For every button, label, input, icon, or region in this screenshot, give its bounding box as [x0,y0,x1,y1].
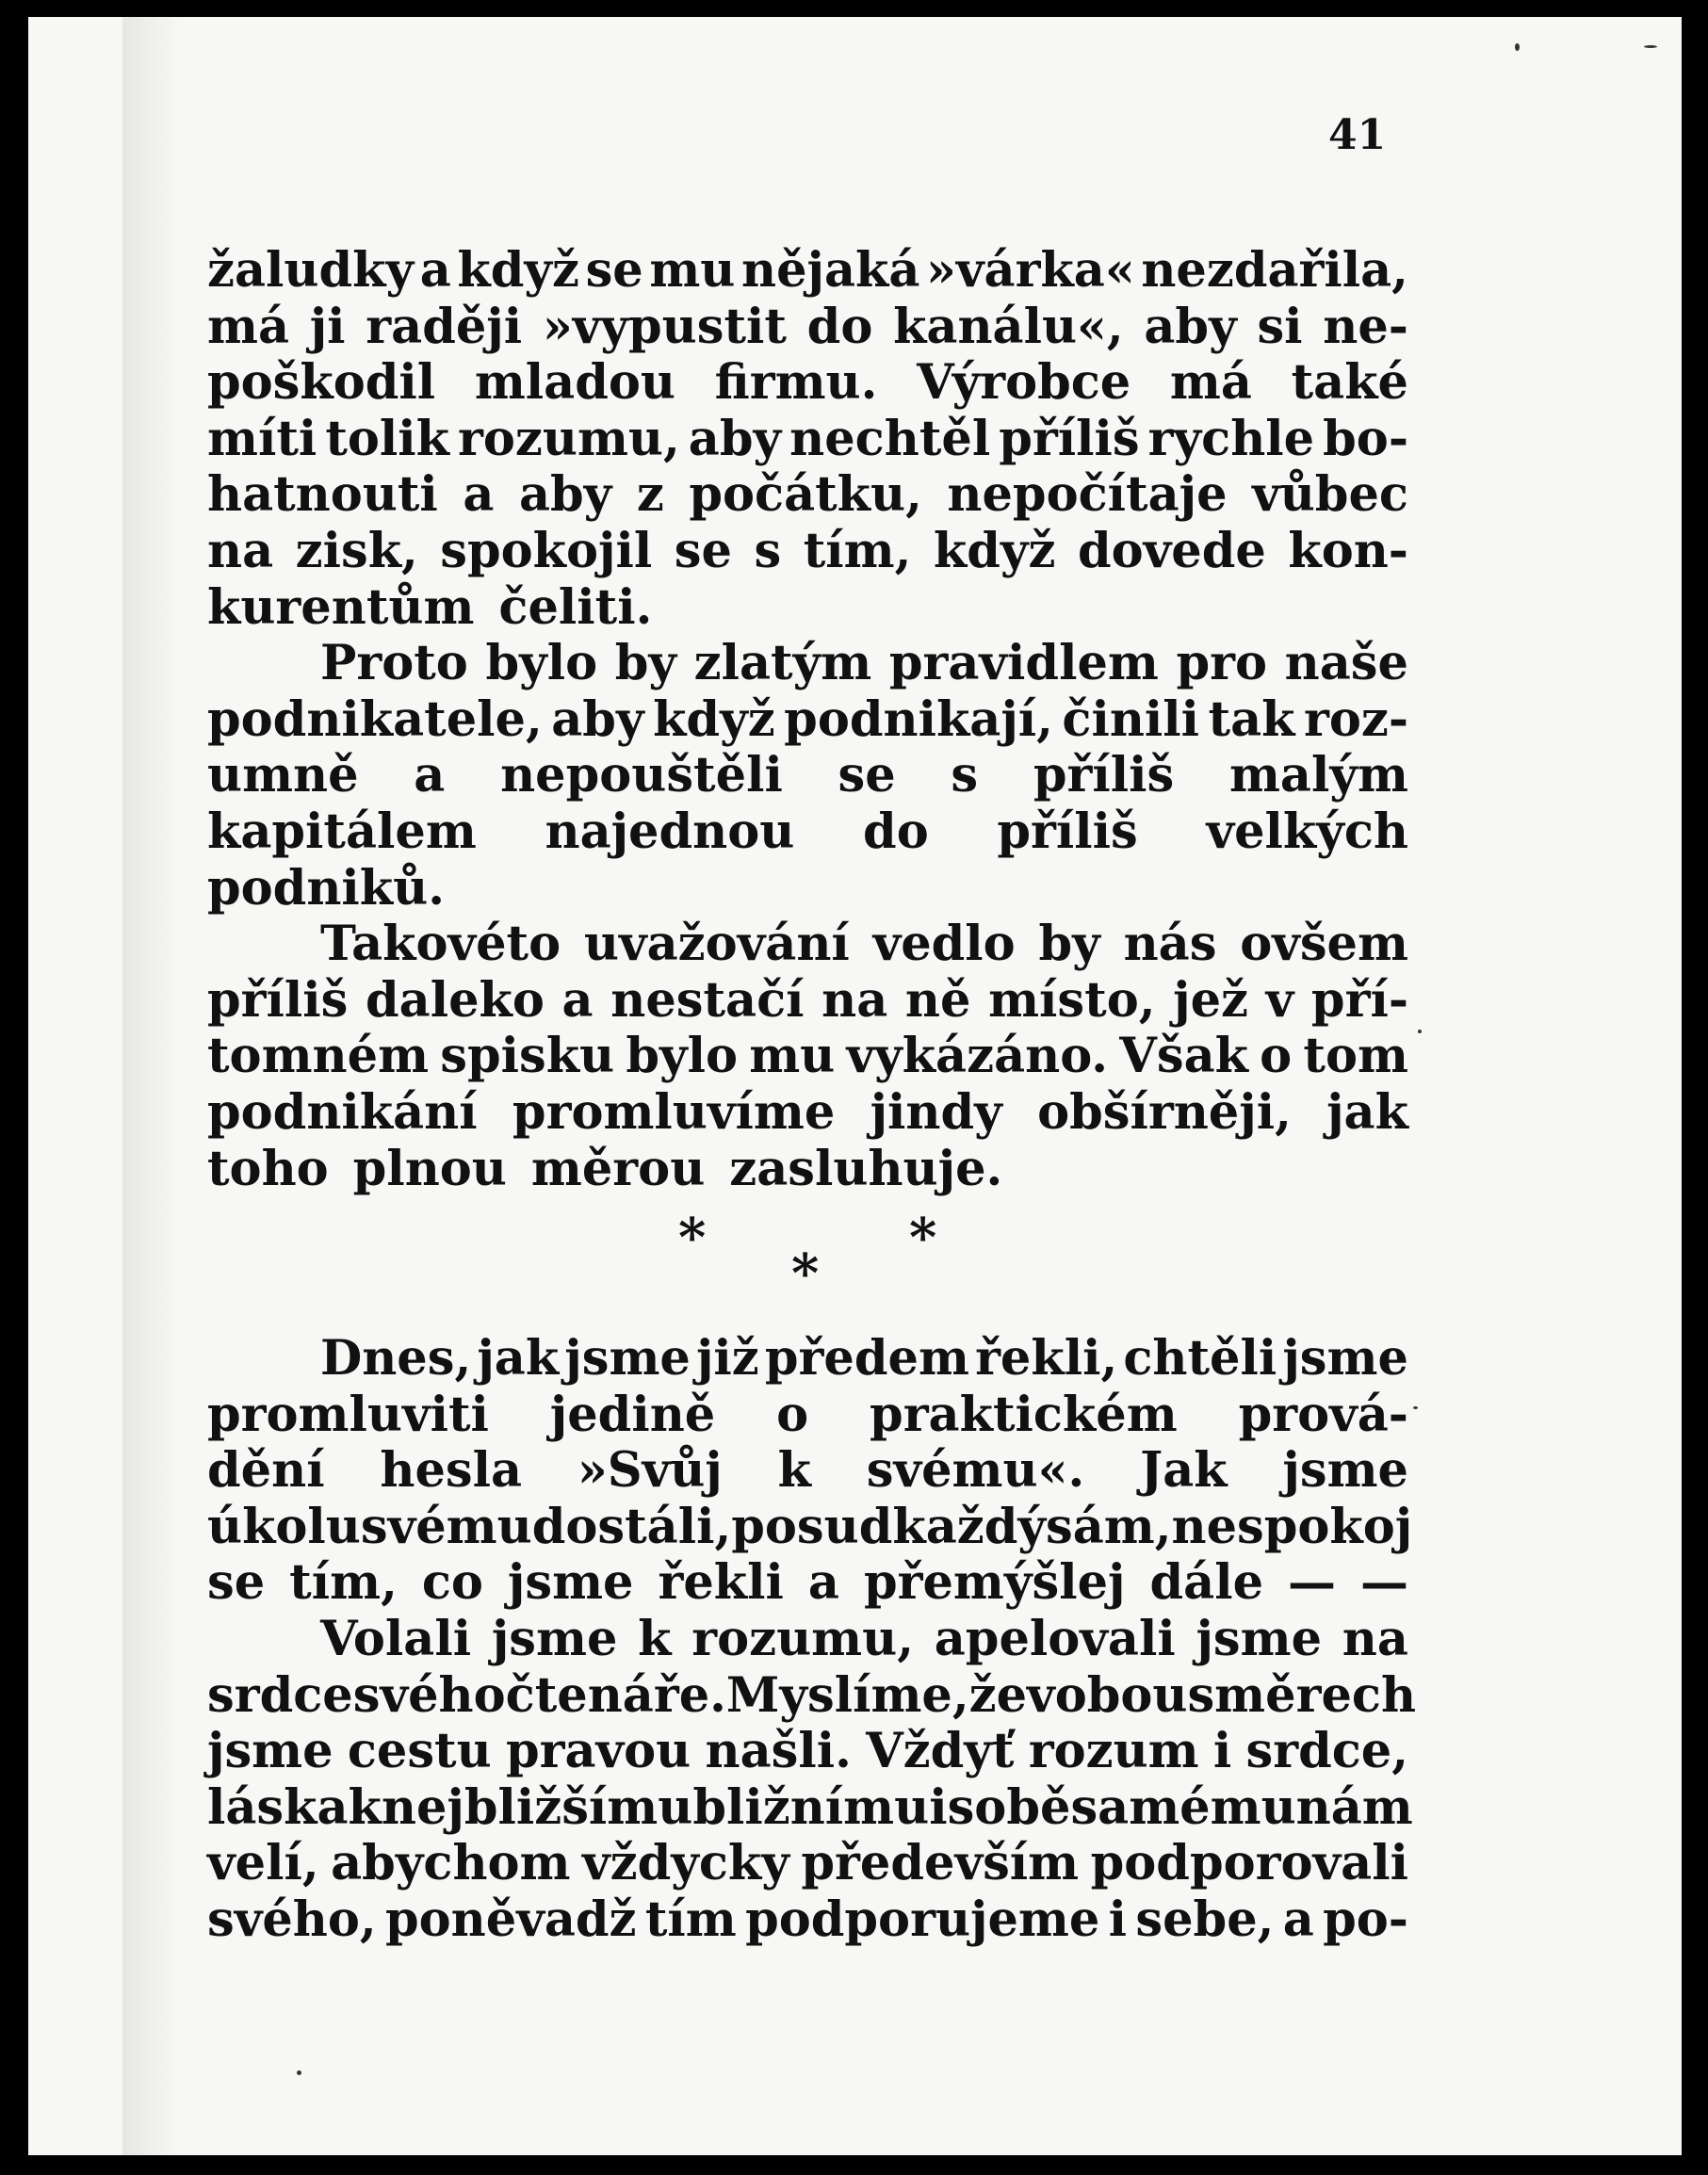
text-line: dění hesla »Svůj k svému«. Jak jsme [207,1442,1408,1500]
text-line: umně a nepouštěli se s příliš malým [207,747,1408,804]
text-line: tomném spisku bylo mu vykázáno. Však o tom [207,1028,1408,1085]
page-number: 41 [1328,111,1387,159]
text-line: kapitálem najednou do příliš velkých [207,803,1408,860]
text-line: kurentům čeliti. [207,578,653,636]
text-block-2 [207,1330,1417,1949]
separator-star: * [678,1207,707,1270]
text-line: srdce svého čtenáře. Myslíme, že v obou směrech [207,1666,1417,1724]
text-line: poškodil mladou firmu. Výrobce má také [207,354,1408,412]
text-line: láska k nejbližšímu bližnímu i sobě samému nám [207,1778,1413,1836]
separator-star: * [791,1242,820,1306]
text-line: Volali jsme k rozumu, apelovali jsme na [320,1611,1408,1668]
print-speck [1515,43,1520,51]
text-line: toho plnou měrou zasluhuje. [207,1140,1003,1197]
separator-star: * [909,1207,937,1270]
print-speck [1644,45,1657,48]
text-line: Takovéto uvažování vedlo by nás ovšem [320,916,1408,973]
page-fold-shadow [122,17,179,2155]
text-line: velí, abychom vždycky především podporovali [207,1835,1408,1892]
book-page [28,17,1682,2155]
text-line: hatnouti a aby z počátku, nepočítaje vůbec [207,466,1408,524]
text-line: na zisk, spokojil se s tím, když dovede kon- [207,522,1408,579]
text-line: jsme cestu pravou našli. Vždyť rozum i srdce, [207,1723,1408,1780]
text-line: podnikatele, aby když podnikají, činili tak roz- [207,690,1408,748]
text-line: promluviti jedině o praktickém prová- [207,1386,1408,1443]
text-block-1 [207,243,1408,1197]
text-line: úkolu svému dostáli, posud každý sám, nespokoj [207,1498,1413,1555]
text-line: má ji raději »vypustit do kanálu«, aby si ne- [207,298,1408,355]
print-speck [1418,1030,1422,1033]
text-line: podnikání promluvíme jindy obšírněji, jak [207,1083,1408,1141]
text-line: žaludky a když se mu nějaká »várka« nezdařila, [207,242,1408,299]
text-line: Proto bylo by zlatým pravidlem pro naše [320,635,1408,692]
print-speck [1413,1406,1418,1409]
text-line: svého, poněvadž tím podporujeme i sebe, a po- [207,1891,1408,1949]
page-text [207,242,1417,1949]
section-separator [207,1197,1408,1310]
text-line: podniků. [207,859,445,917]
text-line: míti tolik rozumu, aby nechtěl příliš rychle bo- [207,410,1408,467]
text-line: se tím, co jsme řekli a přemýšlej dále — — [207,1554,1409,1612]
print-speck [297,2070,301,2075]
text-line: příliš daleko a nestačí na ně místo, jež v pří- [207,971,1408,1029]
text-line: Dnes, jak jsme již předem řekli, chtěli jsme [320,1330,1408,1388]
